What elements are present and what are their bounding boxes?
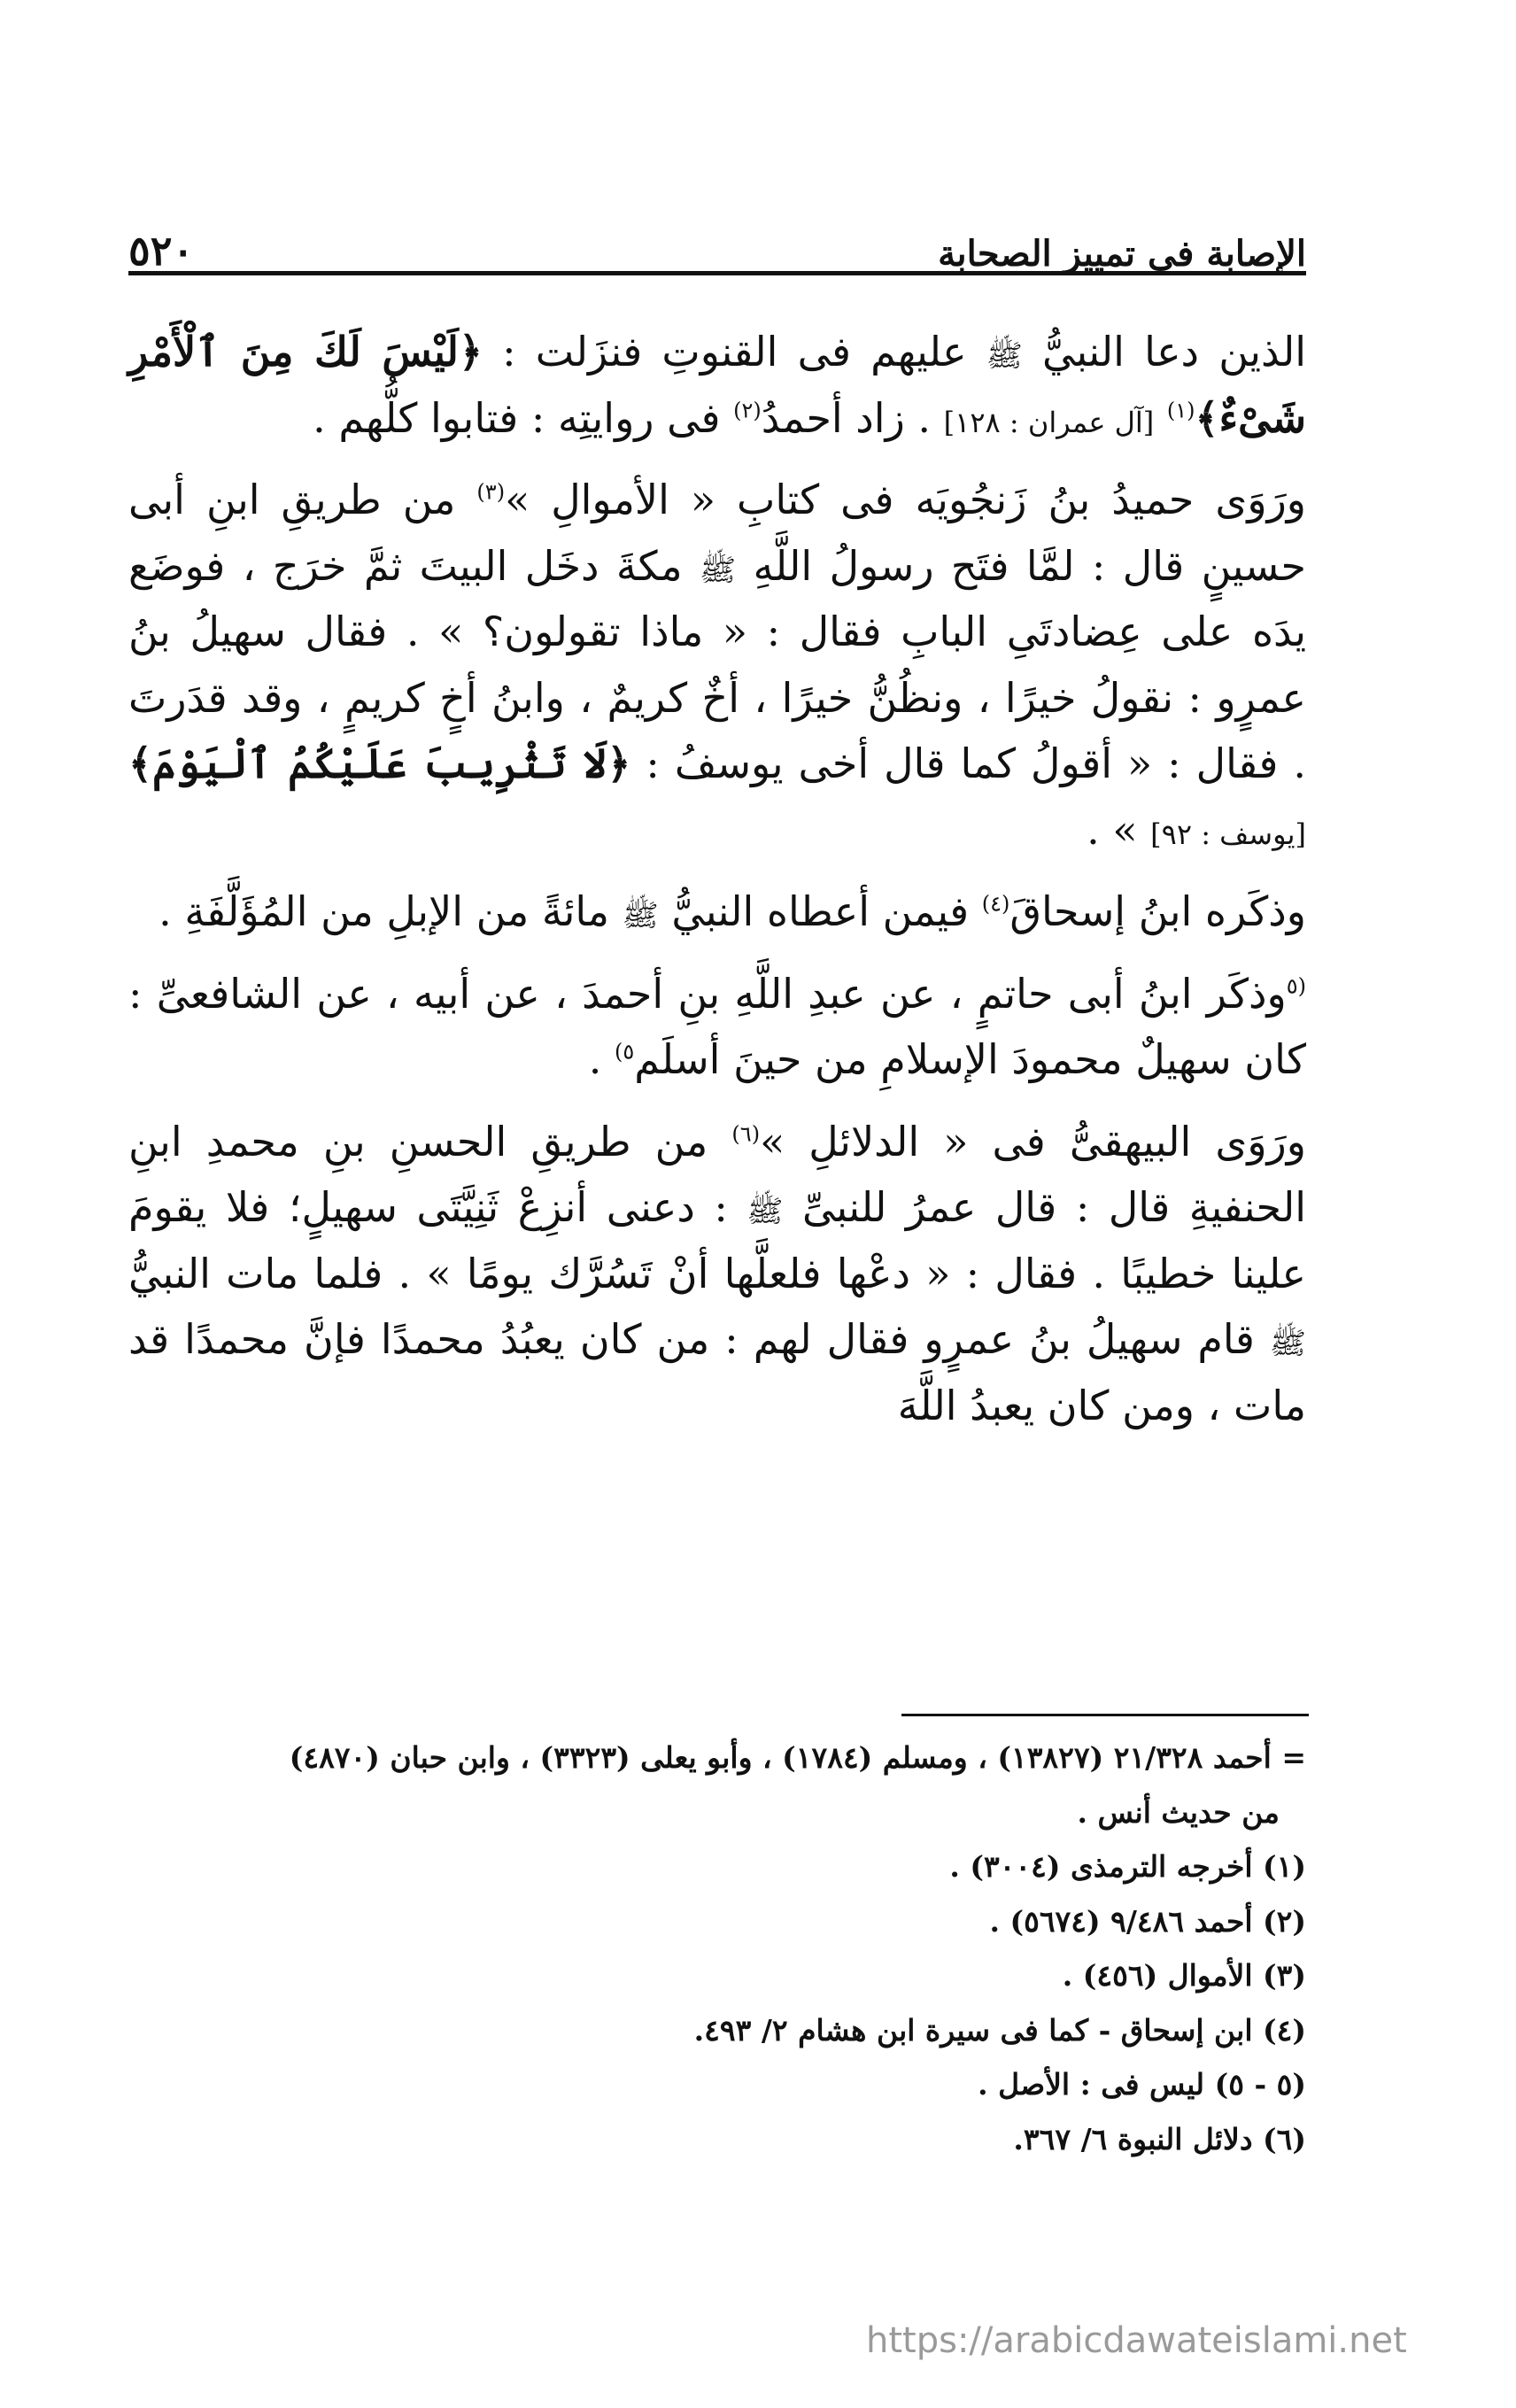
salutation-mark: ﷺ <box>1269 1326 1306 1362</box>
footnote-continuation: من حديث أنس . <box>1077 1794 1280 1830</box>
salutation-mark: ﷺ <box>700 552 737 588</box>
footnote-2: (٢) أحمد ٩/٤٨٦ (٥٦٧٤) . <box>989 1903 1306 1939</box>
main-text <box>128 319 1306 1454</box>
footnote-marker: (٤) <box>981 891 1010 917</box>
footnote-4: (٤) ابن إسحاق - كما فى سيرة ابن هشام ٢/ ٤٩٣. <box>693 2012 1306 2048</box>
footnote-5: (٥ - ٥) ليس فى : الأصل . <box>978 2067 1306 2102</box>
footnote-marker: ٥) <box>615 1039 635 1065</box>
footnote-marker: (٦) <box>731 1121 761 1147</box>
footnote-3: (٣) الأموال (٤٥٦) . <box>1062 1958 1306 1993</box>
footnotes <box>128 1736 1306 2172</box>
salutation-mark: ﷺ <box>622 898 659 934</box>
footnote-marker: (٣) <box>476 479 506 505</box>
quran-verse: ﴿لَيْسَ لَكَ مِنَ ٱلْأَمْرِ شَىْءٌ﴾ <box>128 328 1306 442</box>
salutation-mark: ﷺ <box>986 338 1023 374</box>
running-title: الإصابة فى تمييز الصحابة <box>938 233 1306 275</box>
page-number: ٥٢٠ <box>128 227 195 275</box>
verse-reference: [يوسف : ٩٢] <box>1150 817 1306 851</box>
footnote-6: (٦) دلائل النبوة ٦/ ٣٦٧. <box>1013 2121 1306 2156</box>
quran-verse: ﴿لَا تَثْرِيبَ عَلَيْكُمُ ٱلْيَوْمَ﴾ <box>128 739 631 788</box>
paragraph-1: الذين دعا النبيُّ ﷺ عليهم فى القنوتِ فنزَلت : ﴿لَيْسَ لَكَ مِنَ ٱلْأَمْرِ شَىْءٌ﴾$^{(١)}$ [آل عمران : ١٢٨] . زاد أحمدُ$^{(٢)}$ فى روايتِه : فتابوا كلُّهم . <box>128 328 1306 442</box>
paragraph-4: $^{(٥}$وذكَر ابنُ أبى حاتمٍ ، عن عبدِ اللَّهِ بنِ أحمدَ ، عن أبيه ، عن الشافعىِّ : كان سهيلٌ محمودَ الإسلامِ من حينَ أسلَم$^{٥)}$ . <box>128 969 1306 1084</box>
footnote-marker: (٢) <box>733 398 762 423</box>
header-rule <box>128 271 1306 275</box>
paragraph-5: ورَوَى البيهقىُّ فى « الدلائلِ »$^{(٦)}$ من طريقِ الحسنِ بنِ محمدِ ابنِ الحنفيةِ قال : قال عمرُ للنبىِّ ﷺ : دعنى أنزِعْ ثَنِيَّتَى سهيلٍ؛ فلا يقومَ علينا خطيبًا . فقال : « دعْها فلعلَّها أنْ تَسُرَّك يومًا » . فلما مات النبيُّ ﷺ قام سهيلُ بنُ عمرٍو فقال لهم : من كان يعبُدُ محمدًا فإنَّ محمدًا قد مات ، ومن كان يعبدُ اللَّهَ <box>128 1117 1306 1429</box>
page-header <box>128 177 1306 275</box>
footnote-1: (١) أخرجه الترمذى (٣٠٠٤) . <box>949 1849 1306 1884</box>
footnote-marker: (٥ <box>1286 973 1306 999</box>
salutation-mark: ﷺ <box>746 1194 784 1230</box>
footnote-continuation: = أحمد ٢١/٣٢٨ (١٣٨٢٧) ، ومسلم (١٧٨٤) ، وأبو يعلى (٣٣٢٣) ، وابن حبان (٤٨٧٠) <box>289 1740 1306 1775</box>
verse-reference: [آل عمران : ١٢٨] <box>943 405 1155 439</box>
footnote-rule <box>901 1714 1309 1716</box>
footnote-marker: (١) <box>1166 398 1195 423</box>
paragraph-3: وذكَره ابنُ إسحاقَ$^{(٤)}$ فيمن أعطاه النبيُّ ﷺ مائةً من الإبلِ من المُؤَلَّفَةِ . <box>159 887 1306 936</box>
paragraph-2: ورَوَى حميدُ بنُ زَنجُويَه فى كتابِ « الأموالِ »$^{(٣)}$ من طريقِ ابنِ أبى حسينٍ قال : لمَّا فتَح رسولُ اللَّهِ ﷺ مكةَ دخَل البيتَ ثمَّ خرَج ، فوضَع يدَه على عِضادتَىِ البابِ فقال : « ماذا تقولون؟ » . فقال سهيلُ بنُ عمرٍو : نقولُ خيرًا ، ونظُنُّ خيرًا ، أخٌ كريمٌ ، وابنُ أخٍ كريمٍ ، وقد قدَرتَ . فقال : « أقولُ كما قال أخى يوسفُ : ﴿لَا تَثْرِيبَ عَلَيْكُمُ ٱلْيَوْمَ﴾ [يوسف : ٩٢] » . <box>128 476 1307 854</box>
watermark-url: https://arabicdawateislami.net <box>866 2320 1407 2361</box>
